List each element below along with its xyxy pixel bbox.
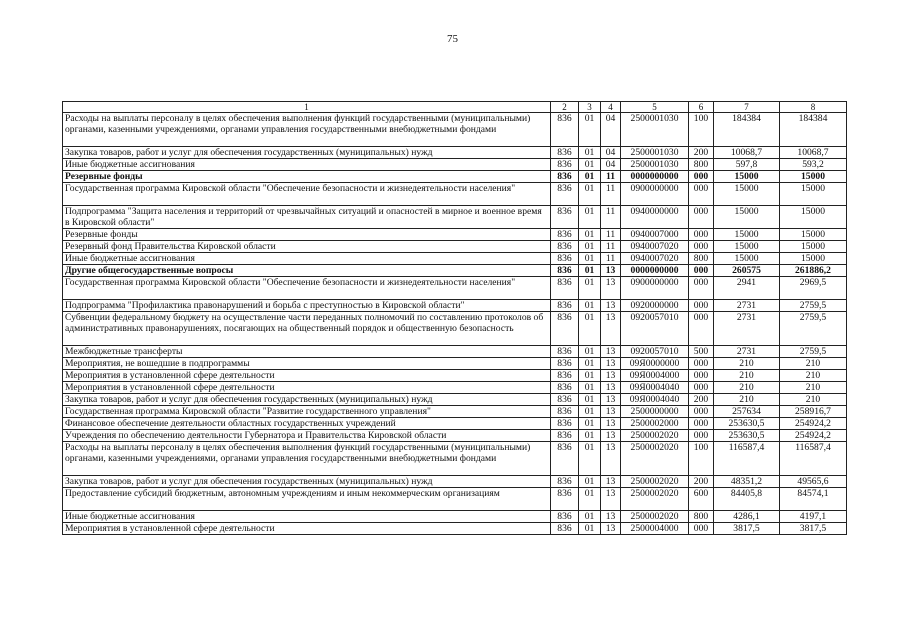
column-header: 3 xyxy=(579,102,601,113)
row-section: 01 xyxy=(579,370,601,382)
row-expense-type: 000 xyxy=(689,430,714,442)
row-expense-type: 000 xyxy=(689,312,714,346)
row-amount-year1: 2941 xyxy=(714,277,780,300)
row-target-article: 09Я0004000 xyxy=(621,370,689,382)
row-section: 01 xyxy=(579,229,601,241)
row-amount-year1: 210 xyxy=(714,370,780,382)
row-section: 01 xyxy=(579,147,601,159)
table-row xyxy=(63,476,847,488)
row-amount-year2: 2759,5 xyxy=(780,346,847,358)
table-row xyxy=(63,206,847,229)
row-subsection: 11 xyxy=(601,171,621,183)
column-header: 2 xyxy=(551,102,579,113)
row-subsection: 13 xyxy=(601,358,621,370)
row-section: 01 xyxy=(579,406,601,418)
row-grbs: 836 xyxy=(551,476,579,488)
table-row xyxy=(63,418,847,430)
table-row xyxy=(63,229,847,241)
column-header: 7 xyxy=(714,102,780,113)
row-section: 01 xyxy=(579,346,601,358)
table-header-row xyxy=(63,102,847,113)
row-expense-type: 000 xyxy=(689,183,714,206)
row-expense-type: 200 xyxy=(689,147,714,159)
row-target-article: 2500002020 xyxy=(621,488,689,511)
table-row xyxy=(63,241,847,253)
row-amount-year1: 48351,2 xyxy=(714,476,780,488)
row-amount-year1: 84405,8 xyxy=(714,488,780,511)
row-amount-year1: 210 xyxy=(714,382,780,394)
row-grbs: 836 xyxy=(551,265,579,277)
row-grbs: 836 xyxy=(551,394,579,406)
row-target-article: 09Я0004040 xyxy=(621,394,689,406)
table-row xyxy=(63,382,847,394)
row-amount-year2: 210 xyxy=(780,382,847,394)
row-amount-year2: 254924,2 xyxy=(780,418,847,430)
row-subsection: 13 xyxy=(601,265,621,277)
row-subsection: 11 xyxy=(601,206,621,229)
row-section: 01 xyxy=(579,418,601,430)
row-amount-year1: 15000 xyxy=(714,206,780,229)
row-amount-year1: 2731 xyxy=(714,300,780,312)
row-target-article: 0900000000 xyxy=(621,183,689,206)
row-target-article: 09Я0000000 xyxy=(621,358,689,370)
row-amount-year1: 2731 xyxy=(714,346,780,358)
row-grbs: 836 xyxy=(551,159,579,171)
row-subsection: 04 xyxy=(601,147,621,159)
row-subsection: 13 xyxy=(601,430,621,442)
row-expense-type: 000 xyxy=(689,523,714,535)
row-subsection: 11 xyxy=(601,229,621,241)
row-expense-type: 100 xyxy=(689,442,714,476)
row-grbs: 836 xyxy=(551,253,579,265)
row-amount-year1: 597,8 xyxy=(714,159,780,171)
row-expense-type: 000 xyxy=(689,241,714,253)
row-amount-year2: 210 xyxy=(780,358,847,370)
row-target-article: 2500002000 xyxy=(621,418,689,430)
column-header: 6 xyxy=(689,102,714,113)
row-grbs: 836 xyxy=(551,511,579,523)
table-row xyxy=(63,147,847,159)
row-section: 01 xyxy=(579,394,601,406)
row-expense-type: 000 xyxy=(689,206,714,229)
row-name: Финансовое обеспечение деятельности областных государственных учреждений xyxy=(63,418,551,430)
row-expense-type: 000 xyxy=(689,229,714,241)
row-name: Иные бюджетные ассигнования xyxy=(63,511,551,523)
row-name: Резервные фонды xyxy=(63,171,551,183)
row-amount-year1: 210 xyxy=(714,358,780,370)
table-row xyxy=(63,488,847,511)
row-amount-year1: 15000 xyxy=(714,171,780,183)
row-amount-year1: 253630,5 xyxy=(714,418,780,430)
table-row xyxy=(63,394,847,406)
row-subsection: 13 xyxy=(601,476,621,488)
row-grbs: 836 xyxy=(551,406,579,418)
row-name: Закупка товаров, работ и услуг для обеспечения государственных (муниципальных) нужд xyxy=(63,476,551,488)
row-amount-year2: 15000 xyxy=(780,229,847,241)
row-expense-type: 000 xyxy=(689,277,714,300)
row-subsection: 04 xyxy=(601,159,621,171)
row-target-article: 0900000000 xyxy=(621,277,689,300)
column-header: 1 xyxy=(63,102,551,113)
row-subsection: 13 xyxy=(601,418,621,430)
column-header: 5 xyxy=(621,102,689,113)
row-name: Иные бюджетные ассигнования xyxy=(63,253,551,265)
row-section: 01 xyxy=(579,488,601,511)
row-section: 01 xyxy=(579,476,601,488)
row-target-article: 2500002020 xyxy=(621,442,689,476)
row-section: 01 xyxy=(579,159,601,171)
row-subsection: 13 xyxy=(601,394,621,406)
row-amount-year1: 3817,5 xyxy=(714,523,780,535)
row-name: Мероприятия, не вошедшие в подпрограммы xyxy=(63,358,551,370)
row-grbs: 836 xyxy=(551,418,579,430)
row-amount-year2: 210 xyxy=(780,394,847,406)
table-row xyxy=(63,253,847,265)
row-amount-year1: 15000 xyxy=(714,183,780,206)
row-name: Расходы на выплаты персоналу в целях обеспечения выполнения функций государственными (муниципальными) органами, казенными учреждениями, органами управления государственными внебюджетными фондами xyxy=(63,442,551,476)
row-grbs: 836 xyxy=(551,300,579,312)
row-name: Подпрограмма "Защита населения и территорий от чрезвычайных ситуаций и опасностей в мирное и военное время в Кировской области" xyxy=(63,206,551,229)
row-expense-type: 200 xyxy=(689,394,714,406)
table-row xyxy=(63,346,847,358)
row-grbs: 836 xyxy=(551,277,579,300)
table-row xyxy=(63,113,847,147)
row-target-article: 2500002020 xyxy=(621,430,689,442)
row-subsection: 11 xyxy=(601,241,621,253)
row-grbs: 836 xyxy=(551,229,579,241)
row-amount-year1: 116587,4 xyxy=(714,442,780,476)
row-name: Расходы на выплаты персоналу в целях обеспечения выполнения функций государственными (муниципальными) органами, казенными учреждениями, органами управления государственными внебюджетными фондами xyxy=(63,113,551,147)
row-expense-type: 000 xyxy=(689,418,714,430)
row-section: 01 xyxy=(579,511,601,523)
row-subsection: 13 xyxy=(601,488,621,511)
row-amount-year2: 4197,1 xyxy=(780,511,847,523)
row-amount-year1: 210 xyxy=(714,394,780,406)
row-subsection: 13 xyxy=(601,382,621,394)
row-name: Резервный фонд Правительства Кировской области xyxy=(63,241,551,253)
row-target-article: 09Я0004040 xyxy=(621,382,689,394)
row-name: Другие общегосударственные вопросы xyxy=(63,265,551,277)
row-amount-year2: 258916,7 xyxy=(780,406,847,418)
row-section: 01 xyxy=(579,523,601,535)
row-section: 01 xyxy=(579,253,601,265)
row-name: Иные бюджетные ассигнования xyxy=(63,159,551,171)
row-amount-year2: 2759,5 xyxy=(780,312,847,346)
row-amount-year1: 15000 xyxy=(714,229,780,241)
row-grbs: 836 xyxy=(551,183,579,206)
row-amount-year2: 49565,6 xyxy=(780,476,847,488)
table-row xyxy=(63,406,847,418)
row-grbs: 836 xyxy=(551,430,579,442)
table-row xyxy=(63,183,847,206)
table-row xyxy=(63,159,847,171)
row-amount-year2: 261886,2 xyxy=(780,265,847,277)
row-section: 01 xyxy=(579,312,601,346)
row-target-article: 0940000000 xyxy=(621,206,689,229)
row-amount-year2: 593,2 xyxy=(780,159,847,171)
table-row xyxy=(63,277,847,300)
row-expense-type: 000 xyxy=(689,171,714,183)
row-grbs: 836 xyxy=(551,442,579,476)
row-amount-year2: 2759,5 xyxy=(780,300,847,312)
row-target-article: 2500001030 xyxy=(621,159,689,171)
row-name: Закупка товаров, работ и услуг для обеспечения государственных (муниципальных) нужд xyxy=(63,147,551,159)
budget-table xyxy=(62,101,847,535)
row-expense-type: 100 xyxy=(689,113,714,147)
row-name: Государственная программа Кировской области "Обеспечение безопасности и жизнедеятельности населения" xyxy=(63,277,551,300)
row-amount-year2: 84574,1 xyxy=(780,488,847,511)
row-name: Государственная программа Кировской области "Развитие государственного управления" xyxy=(63,406,551,418)
row-target-article: 2500001030 xyxy=(621,113,689,147)
row-amount-year1: 2731 xyxy=(714,312,780,346)
row-name: Предоставление субсидий бюджетным, автономным учреждениям и иным некоммерческим организациям xyxy=(63,488,551,511)
row-grbs: 836 xyxy=(551,113,579,147)
table-row xyxy=(63,265,847,277)
row-subsection: 13 xyxy=(601,442,621,476)
row-subsection: 04 xyxy=(601,113,621,147)
row-subsection: 13 xyxy=(601,277,621,300)
row-amount-year2: 3817,5 xyxy=(780,523,847,535)
row-grbs: 836 xyxy=(551,171,579,183)
row-target-article: 2500000000 xyxy=(621,406,689,418)
row-section: 01 xyxy=(579,183,601,206)
row-name: Закупка товаров, работ и услуг для обеспечения государственных (муниципальных) нужд xyxy=(63,394,551,406)
row-amount-year2: 15000 xyxy=(780,241,847,253)
row-expense-type: 800 xyxy=(689,159,714,171)
table-row xyxy=(63,171,847,183)
row-subsection: 13 xyxy=(601,300,621,312)
row-expense-type: 200 xyxy=(689,476,714,488)
row-subsection: 11 xyxy=(601,253,621,265)
row-amount-year1: 15000 xyxy=(714,253,780,265)
row-name: Резервные фонды xyxy=(63,229,551,241)
row-grbs: 836 xyxy=(551,346,579,358)
column-header: 4 xyxy=(601,102,621,113)
row-amount-year2: 184384 xyxy=(780,113,847,147)
row-name: Субвенции федеральному бюджету на осуществление части переданных полномочий по составлению протоколов об административных правонарушениях, посягающих на общественный порядок и общественную безопасность xyxy=(63,312,551,346)
row-name: Подпрограмма "Профилактика правонарушений и борьба с преступностью в Кировской области" xyxy=(63,300,551,312)
row-target-article: 0000000000 xyxy=(621,171,689,183)
row-amount-year1: 15000 xyxy=(714,241,780,253)
row-amount-year1: 10068,7 xyxy=(714,147,780,159)
column-header: 8 xyxy=(780,102,847,113)
row-amount-year2: 116587,4 xyxy=(780,442,847,476)
row-target-article: 0940007020 xyxy=(621,253,689,265)
row-grbs: 836 xyxy=(551,358,579,370)
row-target-article: 0000000000 xyxy=(621,265,689,277)
row-expense-type: 600 xyxy=(689,488,714,511)
row-amount-year2: 2969,5 xyxy=(780,277,847,300)
row-amount-year2: 15000 xyxy=(780,206,847,229)
row-section: 01 xyxy=(579,113,601,147)
row-section: 01 xyxy=(579,430,601,442)
row-target-article: 0940007000 xyxy=(621,229,689,241)
row-target-article: 0920000000 xyxy=(621,300,689,312)
row-grbs: 836 xyxy=(551,488,579,511)
row-expense-type: 800 xyxy=(689,511,714,523)
table-row xyxy=(63,523,847,535)
row-subsection: 13 xyxy=(601,511,621,523)
table-row xyxy=(63,442,847,476)
row-amount-year1: 260575 xyxy=(714,265,780,277)
row-expense-type: 000 xyxy=(689,265,714,277)
row-subsection: 11 xyxy=(601,183,621,206)
row-target-article: 2500002020 xyxy=(621,476,689,488)
row-subsection: 13 xyxy=(601,406,621,418)
row-target-article: 0920057010 xyxy=(621,346,689,358)
row-expense-type: 500 xyxy=(689,346,714,358)
row-grbs: 836 xyxy=(551,312,579,346)
row-target-article: 2500004000 xyxy=(621,523,689,535)
row-section: 01 xyxy=(579,171,601,183)
row-section: 01 xyxy=(579,265,601,277)
table-row xyxy=(63,312,847,346)
row-expense-type: 000 xyxy=(689,358,714,370)
row-section: 01 xyxy=(579,300,601,312)
row-subsection: 13 xyxy=(601,370,621,382)
row-amount-year1: 4286,1 xyxy=(714,511,780,523)
row-grbs: 836 xyxy=(551,206,579,229)
row-grbs: 836 xyxy=(551,370,579,382)
row-name: Межбюджетные трансферты xyxy=(63,346,551,358)
row-grbs: 836 xyxy=(551,241,579,253)
row-expense-type: 000 xyxy=(689,382,714,394)
row-amount-year1: 253630,5 xyxy=(714,430,780,442)
row-subsection: 13 xyxy=(601,346,621,358)
row-subsection: 13 xyxy=(601,523,621,535)
row-name: Государственная программа Кировской области "Обеспечение безопасности и жизнедеятельности населения" xyxy=(63,183,551,206)
row-target-article: 0940007020 xyxy=(621,241,689,253)
row-target-article: 0920057010 xyxy=(621,312,689,346)
table-row xyxy=(63,511,847,523)
row-expense-type: 000 xyxy=(689,300,714,312)
row-section: 01 xyxy=(579,358,601,370)
table-row xyxy=(63,358,847,370)
row-expense-type: 800 xyxy=(689,253,714,265)
row-grbs: 836 xyxy=(551,382,579,394)
table-row xyxy=(63,430,847,442)
row-target-article: 2500001030 xyxy=(621,147,689,159)
row-amount-year2: 10068,7 xyxy=(780,147,847,159)
row-amount-year1: 184384 xyxy=(714,113,780,147)
row-section: 01 xyxy=(579,206,601,229)
row-amount-year2: 210 xyxy=(780,370,847,382)
row-expense-type: 000 xyxy=(689,406,714,418)
table-row xyxy=(63,300,847,312)
row-amount-year2: 15000 xyxy=(780,253,847,265)
row-name: Мероприятия в установленной сфере деятельности xyxy=(63,523,551,535)
row-grbs: 836 xyxy=(551,523,579,535)
row-section: 01 xyxy=(579,277,601,300)
row-amount-year2: 15000 xyxy=(780,171,847,183)
table-row xyxy=(63,370,847,382)
row-grbs: 836 xyxy=(551,147,579,159)
row-subsection: 13 xyxy=(601,312,621,346)
row-section: 01 xyxy=(579,382,601,394)
page-number: 75 xyxy=(447,33,458,45)
row-name: Мероприятия в установленной сфере деятельности xyxy=(63,370,551,382)
row-amount-year2: 254924,2 xyxy=(780,430,847,442)
row-expense-type: 000 xyxy=(689,370,714,382)
row-amount-year1: 257634 xyxy=(714,406,780,418)
row-amount-year2: 15000 xyxy=(780,183,847,206)
row-target-article: 2500002020 xyxy=(621,511,689,523)
row-section: 01 xyxy=(579,241,601,253)
row-name: Мероприятия в установленной сфере деятельности xyxy=(63,382,551,394)
row-section: 01 xyxy=(579,442,601,476)
row-name: Учреждения по обеспечению деятельности Губернатора и Правительства Кировской области xyxy=(63,430,551,442)
